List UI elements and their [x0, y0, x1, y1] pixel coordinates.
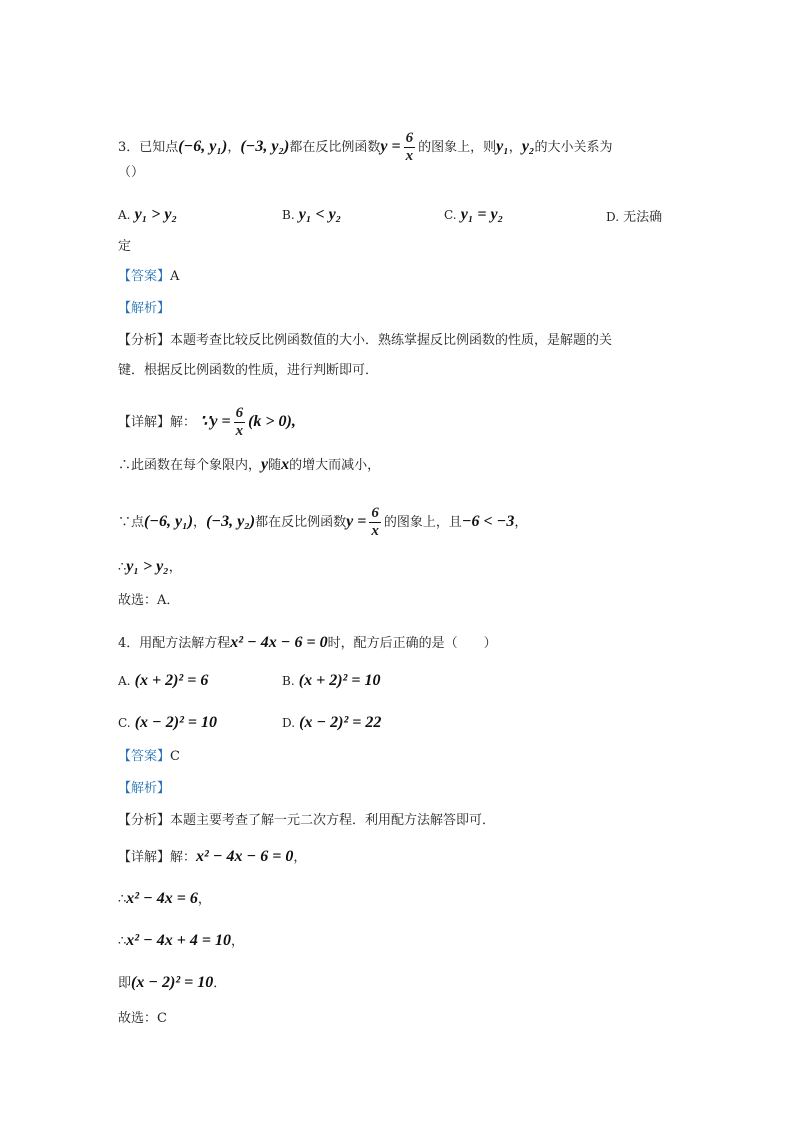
q4-stem: 4．用配方法解方程x² − 4x − 6 = 0时，配方后正确的是（ ）: [118, 634, 497, 651]
q3-fenxi-line2: 键．根据反比例函数的性质，进行判断即可．: [118, 363, 379, 378]
q4-detail-line4: 即(x − 2)² = 10．: [118, 974, 227, 991]
q4-answer-value: C: [170, 749, 180, 764]
q3-detail-line4: ∴y₁ > y₂，: [118, 558, 182, 575]
q4-equation: x² − 4x − 6 = 0: [230, 634, 328, 651]
q3-comma: ，: [227, 140, 241, 155]
q3-detail-line1: 【详解】解： ∵y = $\frac{6}{x}$ (k > 0),: [118, 405, 296, 439]
q3-option-d: D. 无法确: [606, 210, 663, 225]
q3-stem-mid: 都在反比例函数: [289, 140, 381, 155]
q4-detail-line3: ∴x² − 4x + 4 = 10，: [118, 932, 245, 949]
q3-y2: y₂: [521, 138, 535, 155]
q3-choose: 故选：A．: [118, 593, 180, 608]
q3-option-c: C. y₁ = y₂: [444, 206, 504, 223]
q4-fenxi: 【分析】本题主要考查了解一元二次方程．利用配方法解答即可．: [118, 813, 496, 828]
q3-fenxi-line1: 【分析】本题考查比较反比例函数值的大小．熟练掌握反比例函数的性质，是解题的关: [118, 333, 613, 348]
q3-y-eq: y =: [380, 138, 401, 155]
q4-option-d: D. (x − 2)² = 22: [282, 714, 382, 731]
q4-detail-line1: 【详解】解：x² − 4x − 6 = 0，: [118, 848, 307, 865]
q3-point1: (−6, y₁): [178, 138, 228, 155]
q4-detail-line2: ∴x² − 4x = 6，: [118, 890, 211, 907]
q3-stem-prefix: 3．已知点: [118, 140, 179, 155]
q3-analysis-label: 【解析】: [118, 301, 171, 316]
q3-paren: （）: [118, 165, 145, 180]
q3-answer-value: A: [170, 269, 180, 284]
q4-option-c: C. (x − 2)² = 10: [118, 714, 217, 731]
q3-stem-suffix: 的大小关系为: [534, 140, 613, 155]
q3-stem-mid2: 的图象上，则: [418, 140, 497, 155]
q4-option-a: A. (x + 2)² = 6: [118, 672, 209, 689]
q4-option-b: B. (x + 2)² = 10: [282, 672, 381, 689]
q4-analysis-label: 【解析】: [118, 781, 171, 796]
q3-detail-fraction: $\frac{6}{x}$: [235, 405, 244, 439]
q3-stem-line1: 3．已知点(−6, y₁)，(−3, y₂)都在反比例函数y = $\frac{6}{x}$ 的图象上，则y₁，y₂的大小关系为: [118, 130, 613, 164]
answer-label: 【答案】: [118, 269, 171, 284]
q3-detail-line3: ∵点(−6, y₁)，(−3, y₂)都在反比例函数y = $\frac{6}{x}$ 的图象上，且−6 < −3，: [118, 505, 528, 539]
q3-point2: (−3, y₂): [240, 138, 290, 155]
q4-choose: 故选：C: [118, 1011, 167, 1026]
q4-answer: 【答案】C: [118, 749, 180, 764]
q3-answer: [118, 266, 179, 288]
q3-detail-line2: ∴此函数在每个象限内，y随x的增大而减小，: [118, 456, 381, 473]
q3-fraction: $\frac{6}{x}$: [405, 130, 414, 164]
q3-y1: y₁: [496, 138, 509, 155]
q3-option-b: B. y₁ < y₂: [282, 206, 342, 223]
q3-option-d-wrap: 定: [118, 239, 132, 254]
q3-option-a: A. y₁ > y₂: [118, 206, 178, 223]
